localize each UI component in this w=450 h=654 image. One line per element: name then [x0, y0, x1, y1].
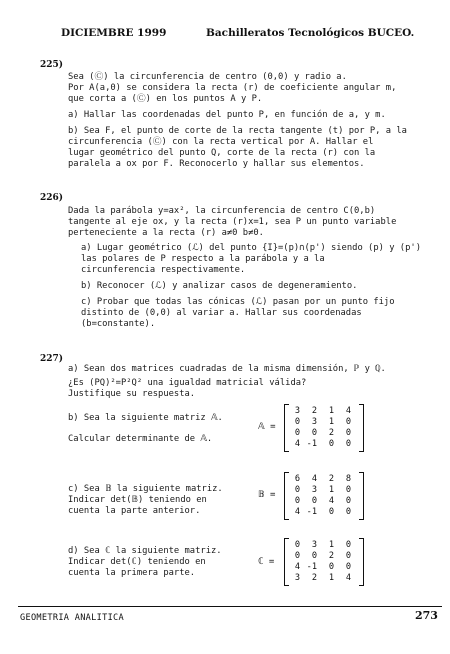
matrix-cell: 0: [345, 562, 351, 572]
matrix-cell: 4: [345, 573, 351, 583]
matrix-bracket-right: [359, 538, 364, 586]
matrix-row: [290, 496, 358, 507]
matrix-cell: 0: [294, 428, 300, 438]
matrix-cell: 3: [311, 540, 317, 550]
header-school: Bachilleratos Tecnológicos BUCEO.: [206, 27, 415, 39]
matrix-cell: 0: [311, 551, 317, 561]
text-line: cuenta la primera parte.: [68, 568, 196, 578]
matrix-cell: -1: [306, 439, 317, 449]
text-line: Por A(a,0) se considera la recta (r) de coeficiente angular m,: [68, 83, 397, 93]
matrix-cell: 3: [294, 573, 300, 583]
text-line: (b=constante).: [81, 319, 156, 329]
matrix-cell: 0: [311, 428, 317, 438]
matrix-cell: 2: [328, 428, 334, 438]
matrix-cell: 6: [294, 474, 300, 484]
matrix-cell: 0: [294, 540, 300, 550]
matrix-row: [290, 474, 358, 485]
text-line: distinto de (0,0) al variar a. Hallar sus coordenadas: [81, 308, 362, 318]
header-date: DICIEMBRE 1999: [61, 27, 167, 39]
text-line: b) Sea F, el punto de corte de la recta tangente (t) por P, a la: [68, 126, 407, 136]
matrix-a: [284, 404, 364, 452]
matrix-cell: 2: [311, 406, 317, 416]
matrix-row: [290, 551, 358, 562]
matrix-row: [290, 507, 358, 518]
matrix-cell: 0: [294, 551, 300, 561]
text-line: paralela a ox por F. Reconocerlo y hallar sus elementos.: [68, 159, 365, 169]
matrix-cell: 2: [311, 573, 317, 583]
matrix-row: [290, 540, 358, 551]
matrix-bracket-right: [359, 472, 364, 520]
matrix-cell: 0: [294, 496, 300, 506]
matrix-cell: 4: [311, 474, 317, 484]
page-number: 273: [415, 609, 438, 622]
text-line: c) Sea 𝔹 la siguiente matriz.: [68, 484, 223, 494]
matrix-c-label: ℂ =: [258, 557, 275, 567]
text-line: cuenta la parte anterior.: [68, 506, 201, 516]
text-line: a) Lugar geométrico (ℒ) del punto {I}=(p)∩(p') siendo (p) y (p'): [81, 243, 421, 253]
matrix-cell: 0: [345, 428, 351, 438]
matrix-row: [290, 562, 358, 573]
matrix-cell: 0: [345, 551, 351, 561]
matrix-cell: 4: [345, 406, 351, 416]
matrix-row: [290, 439, 358, 450]
matrix-cell: 0: [328, 439, 334, 449]
matrix-cell: 0: [345, 496, 351, 506]
matrix-cell: 2: [328, 474, 334, 484]
matrix-cell: -1: [306, 562, 317, 572]
text-line: circunferencia respectivamente.: [81, 265, 246, 275]
matrix-cell: -1: [306, 507, 317, 517]
text-line: b) Sea la siguiente matriz 𝔸.: [68, 413, 223, 423]
text-line: a) Sean dos matrices cuadradas de la misma dimensión, ℙ y ℚ.: [68, 364, 386, 374]
matrix-b: [284, 472, 364, 520]
problem-number: 226): [40, 193, 64, 203]
matrix-row: [290, 573, 358, 584]
matrix-row: [290, 417, 358, 428]
matrix-cell: 0: [328, 507, 334, 517]
footer-divider: [18, 606, 442, 607]
matrix-row: [290, 406, 358, 417]
matrix-row: [290, 428, 358, 439]
matrix-cell: 0: [328, 562, 334, 572]
matrix-cell: 0: [294, 485, 300, 495]
matrix-cell: 0: [345, 485, 351, 495]
matrix-cell: 1: [328, 573, 334, 583]
matrix-b-label: 𝔹 =: [258, 490, 276, 500]
text-line: Justifique su respuesta.: [68, 389, 196, 399]
matrix-cell: 0: [311, 496, 317, 506]
text-line: Indicar det(𝔹) teniendo en: [68, 495, 207, 505]
matrix-cell: 1: [328, 540, 334, 550]
matrix-cell: 4: [294, 507, 300, 517]
matrix-cell: 0: [345, 540, 351, 550]
matrix-row: [290, 485, 358, 496]
matrix-cell: 4: [328, 496, 334, 506]
matrix-cell: 1: [328, 417, 334, 427]
matrix-a-label: 𝔸 =: [258, 422, 276, 432]
footer-subject: GEOMETRIA ANALITICA: [20, 613, 125, 623]
problem-number: 225): [40, 60, 64, 70]
text-line: b) Reconocer (ℒ) y analizar casos de degeneramiento.: [81, 281, 358, 291]
text-line: Sea (Ⓒ) la circunferencia de centro (0,0) y radio a.: [68, 72, 347, 82]
matrix-cell: 0: [345, 439, 351, 449]
matrix-c: [284, 538, 364, 586]
matrix-cell: 2: [328, 551, 334, 561]
text-line: a) Hallar las coordenadas del punto P, en función de a, y m.: [68, 110, 386, 120]
text-line: Dada la parábola y=ax², la circunferencia de centro C(0,b): [68, 206, 376, 216]
matrix-cell: 4: [294, 439, 300, 449]
text-line: d) Sea ℂ la siguiente matriz.: [68, 546, 222, 556]
text-line: perteneciente a la recta (r) a≠0 b≠0.: [68, 228, 264, 238]
matrix-cell: 1: [328, 485, 334, 495]
text-line: tangente al eje ox, y la recta (r)x=1, sea P un punto variable: [68, 217, 397, 227]
matrix-cell: 4: [294, 562, 300, 572]
text-line: Indicar det(ℂ) teniendo en: [68, 557, 206, 567]
problem-number: 227): [40, 354, 64, 364]
matrix-cell: 3: [311, 485, 317, 495]
text-line: las polares de P respecto a la parábola y a la: [81, 254, 325, 264]
text-line: lugar geométrico del punto Q, corte de la recta (r) con la: [68, 148, 376, 158]
matrix-cell: 0: [345, 507, 351, 517]
text-line: ¿Es (PQ)²=P²Q² una igualdad matricial válida?: [68, 378, 307, 388]
matrix-bracket-right: [359, 404, 364, 452]
matrix-cell: 8: [345, 474, 351, 484]
matrix-cell: 0: [345, 417, 351, 427]
text-line: que corta a (Ⓒ) en los puntos A y P.: [68, 94, 263, 104]
matrix-cell: 3: [311, 417, 317, 427]
matrix-cell: 1: [328, 406, 334, 416]
text-line: circunferencia (Ⓒ) con la recta vertical por A. Hallar el: [68, 137, 374, 147]
matrix-cell: 0: [294, 417, 300, 427]
matrix-cell: 3: [294, 406, 300, 416]
text-line: Calcular determinante de 𝔸.: [68, 434, 213, 444]
text-line: c) Probar que todas las cónicas (ℒ) pasan por un punto fijo: [81, 297, 395, 307]
